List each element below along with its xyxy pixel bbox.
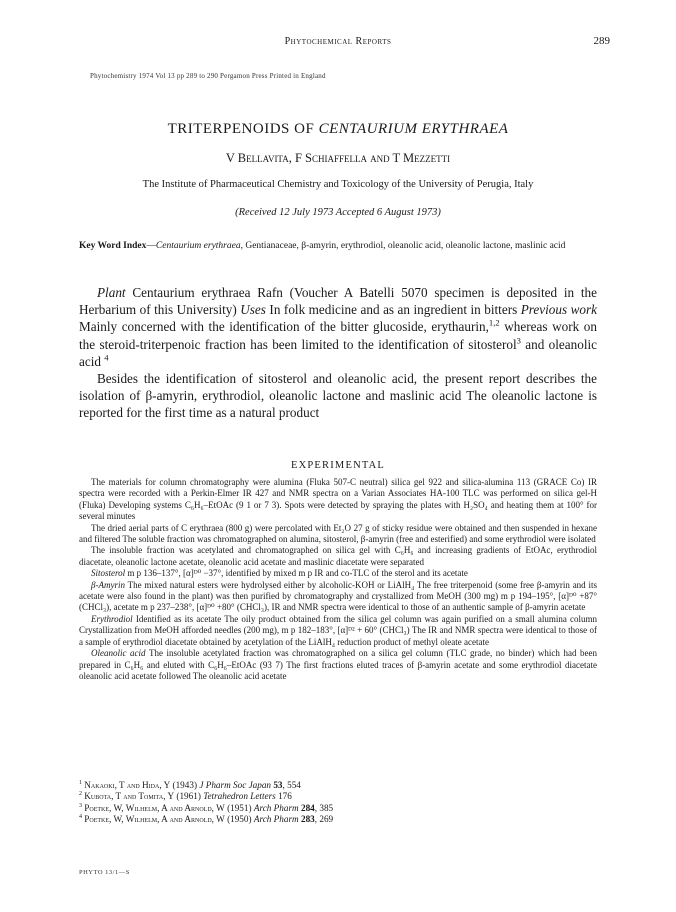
- keyword-index: Key Word Index—Centaurium erythraea, Gentianaceae, β-amyrin, erythrodiol, oleanolic acid, oleanolic lactone, maslinic acid: [79, 241, 566, 251]
- ref-number: 2: [79, 791, 82, 798]
- previous-work-label: Previous work: [520, 302, 598, 318]
- page-footer: PHYTO 13/1—S: [79, 869, 130, 876]
- beta-amyrin-text: The mixed natural esters were hydrolysed either by alcoholic-KOH or LiAlH₄ The free triterpenoid (some free β-amyrin and its acetate were also found in the plant) was then purified by chromatography and crystallized from MeOH (300 mg) m p 194–195°, [α]ᴰ⁰ +87° (CHCl₃), acetate m p 237–238°, [α]ᴰ⁰ +80° (CHCl₃), IR and NMR spectra were identical to those of an authentic sample of β-amyrin acetate: [79, 579, 597, 613]
- ref-pages: , 554: [282, 780, 301, 790]
- ref-pages: 176: [278, 791, 292, 802]
- previous-work-text: Mainly concerned with the identification of the bitter glucoside, erythaurin,: [79, 319, 489, 335]
- exp-paragraph: The insoluble fraction was acetylated and chromatographed on silica gel with C₆H₆ and increasing gradients of EtOAc, erythrodiol diacetate, oleanolic lactone acetate, oleanolic acid acetate and maslinic diacetate were separated: [79, 545, 597, 567]
- ref-year: (1950): [227, 814, 252, 825]
- ref-number: 1: [79, 779, 82, 786]
- received-dates: (Received 12 July 1973 Accepted 6 August 1973): [235, 207, 441, 218]
- reference-item: [79, 791, 597, 802]
- plant-text: Centaurium erythraea Rafn (Voucher A Batelli 5070 specimen is deposited in the Herbarium of this University): [79, 285, 597, 318]
- authors: V Bellavita, F Schiaffella and T Mezzetti: [225, 151, 451, 165]
- ref-journal: Arch Pharm: [253, 802, 299, 813]
- ref-year: (1961): [176, 791, 201, 802]
- ref-number: 3: [79, 802, 82, 809]
- oleanolic-acid-label: Oleanolic acid: [91, 648, 146, 659]
- oleanolic-acid-text: The insoluble acetylated fraction was chromatographed on a silica gel column (TLC grade, no binder) which had been prepared in C₆H₆ and eluted with C₆H₆–EtOAc (93 7) The first fractions eluted traces of β-amyrin acetate and some erythrodiol diacetate oleanolic acid acetate followed The oleanolic acid acetate: [79, 648, 597, 681]
- ref-sup: 4: [104, 352, 109, 363]
- exp-paragraph: [79, 648, 597, 682]
- uses-text: In folk medicine and as an ingredient in bitters: [265, 302, 521, 318]
- sitosterol-label: Sitosterol: [91, 568, 126, 579]
- exp-paragraph: The materials for column chromatography were alumina (Fluka 507-C neutral) silica gel 922 and silica-alumina 113 (GRACE Co) IR spectra were recorded with a Perkin-Elmer IR 427 and NMR spectra on a Varian Associates HA-100 TLC was performed on silica gel-H (Fluka) Developing systems C₆H₆–EtOAc (9 1 or 7 3). Spots were detected by spraying the plates with H₂SO₄ and heating them at 100° for several minutes: [79, 477, 597, 522]
- sitosterol-text: m p 136–137°, [α]ᴰ⁰ −37°, identified by mixed m p IR and co-TLC of the sterol and its acetate: [125, 568, 468, 579]
- introduction: [79, 284, 597, 422]
- erythrodiol-label: Erythrodiol: [91, 613, 133, 624]
- keywords-rest: , Gentianaceae, β-amyrin, erythrodiol, oleanolic acid, oleanolic lactone, maslinic acid: [240, 241, 566, 251]
- uses-label: Uses: [240, 302, 266, 318]
- ref-volume: 284: [300, 802, 315, 813]
- title-part-a: TRITERPENOIDS OF: [167, 121, 319, 137]
- exp-paragraph: [79, 568, 597, 579]
- beta-amyrin-label: β-Amyrin: [91, 579, 125, 590]
- keywords-label: Key Word Index: [79, 241, 147, 251]
- ref-sup: 1,2: [488, 318, 500, 329]
- intro-paragraph-1: [79, 284, 597, 370]
- ref-journal: Tetrahedron Letters: [203, 791, 276, 802]
- ref-year: (1943): [172, 780, 198, 790]
- ref-volume: 283: [300, 814, 315, 825]
- intro-paragraph-2: Besides the identification of sitosterol and oleanolic acid, the present report describes the isolation of β-amyrin, erythrodiol, oleanolic lactone and maslinic acid The oleanolic lactone is reported for the first time as a natural product: [79, 371, 597, 421]
- reference-item: [79, 780, 597, 791]
- experimental-heading: EXPERIMENTAL: [290, 460, 386, 471]
- keywords-italic: Centaurium erythraea: [155, 241, 241, 251]
- ref-sup: 3: [516, 335, 521, 346]
- running-head: Phytochemical Reports: [284, 36, 392, 47]
- affiliation: The Institute of Pharmaceutical Chemistry and Toxicology of the University of Perugia, Italy: [142, 179, 534, 190]
- ref-volume: 53: [273, 780, 283, 790]
- plant-label: Plant: [97, 285, 126, 300]
- ref-number: 4: [79, 814, 82, 821]
- exp-paragraph: [79, 614, 597, 648]
- ref-pages: , 385: [314, 802, 334, 813]
- ref-journal: Arch Pharm: [253, 814, 299, 825]
- ref-authors: Poetke, W, Wilhelm, A and Arnold, W: [84, 802, 225, 813]
- ref-pages: , 269: [314, 814, 334, 825]
- reference-item: [79, 803, 597, 814]
- reference-item: [79, 814, 597, 825]
- ref-authors: Poetke, W, Wilhelm, A and Arnold, W: [84, 814, 225, 825]
- journal-line: Phytochemistry 1974 Vol 13 pp 289 to 290 Pergamon Press Printed in England: [90, 72, 326, 80]
- exp-paragraph: [79, 580, 597, 614]
- title-part-b: CENTAURIUM ERYTHRAEA: [318, 121, 509, 137]
- page-number: 289: [593, 35, 610, 47]
- ref-authors: Nakaoki, T and Hida, Y: [84, 780, 171, 790]
- ref-journal: J Pharm Soc Japan: [199, 780, 272, 790]
- exp-paragraph: The dried aerial parts of C erythraea (800 g) were percolated with Et₂O 27 g of sticky residue were obtained and then suspended in hexane and filtered The soluble fraction was chromatographed on alumina, sitosterol, β-amyrin (free and esterified) and some erythrodiol were isolated: [79, 522, 597, 545]
- erythrodiol-text: Identified as its acetate The oily product obtained from the silica gel column was again purified on a small alumina column Crystallization from MeOH afforded needles (200 mg), m p 182–183°, [α]ᴰ² + 60° (CHCl₃) The IR and NMR spectra were identical to those of a sample of erythrodiol diacetate obtained by acetylation of the LiAlH₄ reduction product of methyl oleate acetate: [79, 613, 597, 647]
- ref-year: (1951): [227, 802, 252, 813]
- experimental-section: [79, 477, 597, 682]
- references: [79, 780, 597, 826]
- previous-work-text-b: whereas work on the steroid-triterpenoic fraction has been limited to the identification of sitosterol: [79, 319, 597, 352]
- previous-work-text-c: and oleanolic acid: [79, 336, 597, 369]
- ref-authors: Kubota, T and Tomita, Y: [84, 791, 175, 802]
- article-title: [0, 121, 676, 138]
